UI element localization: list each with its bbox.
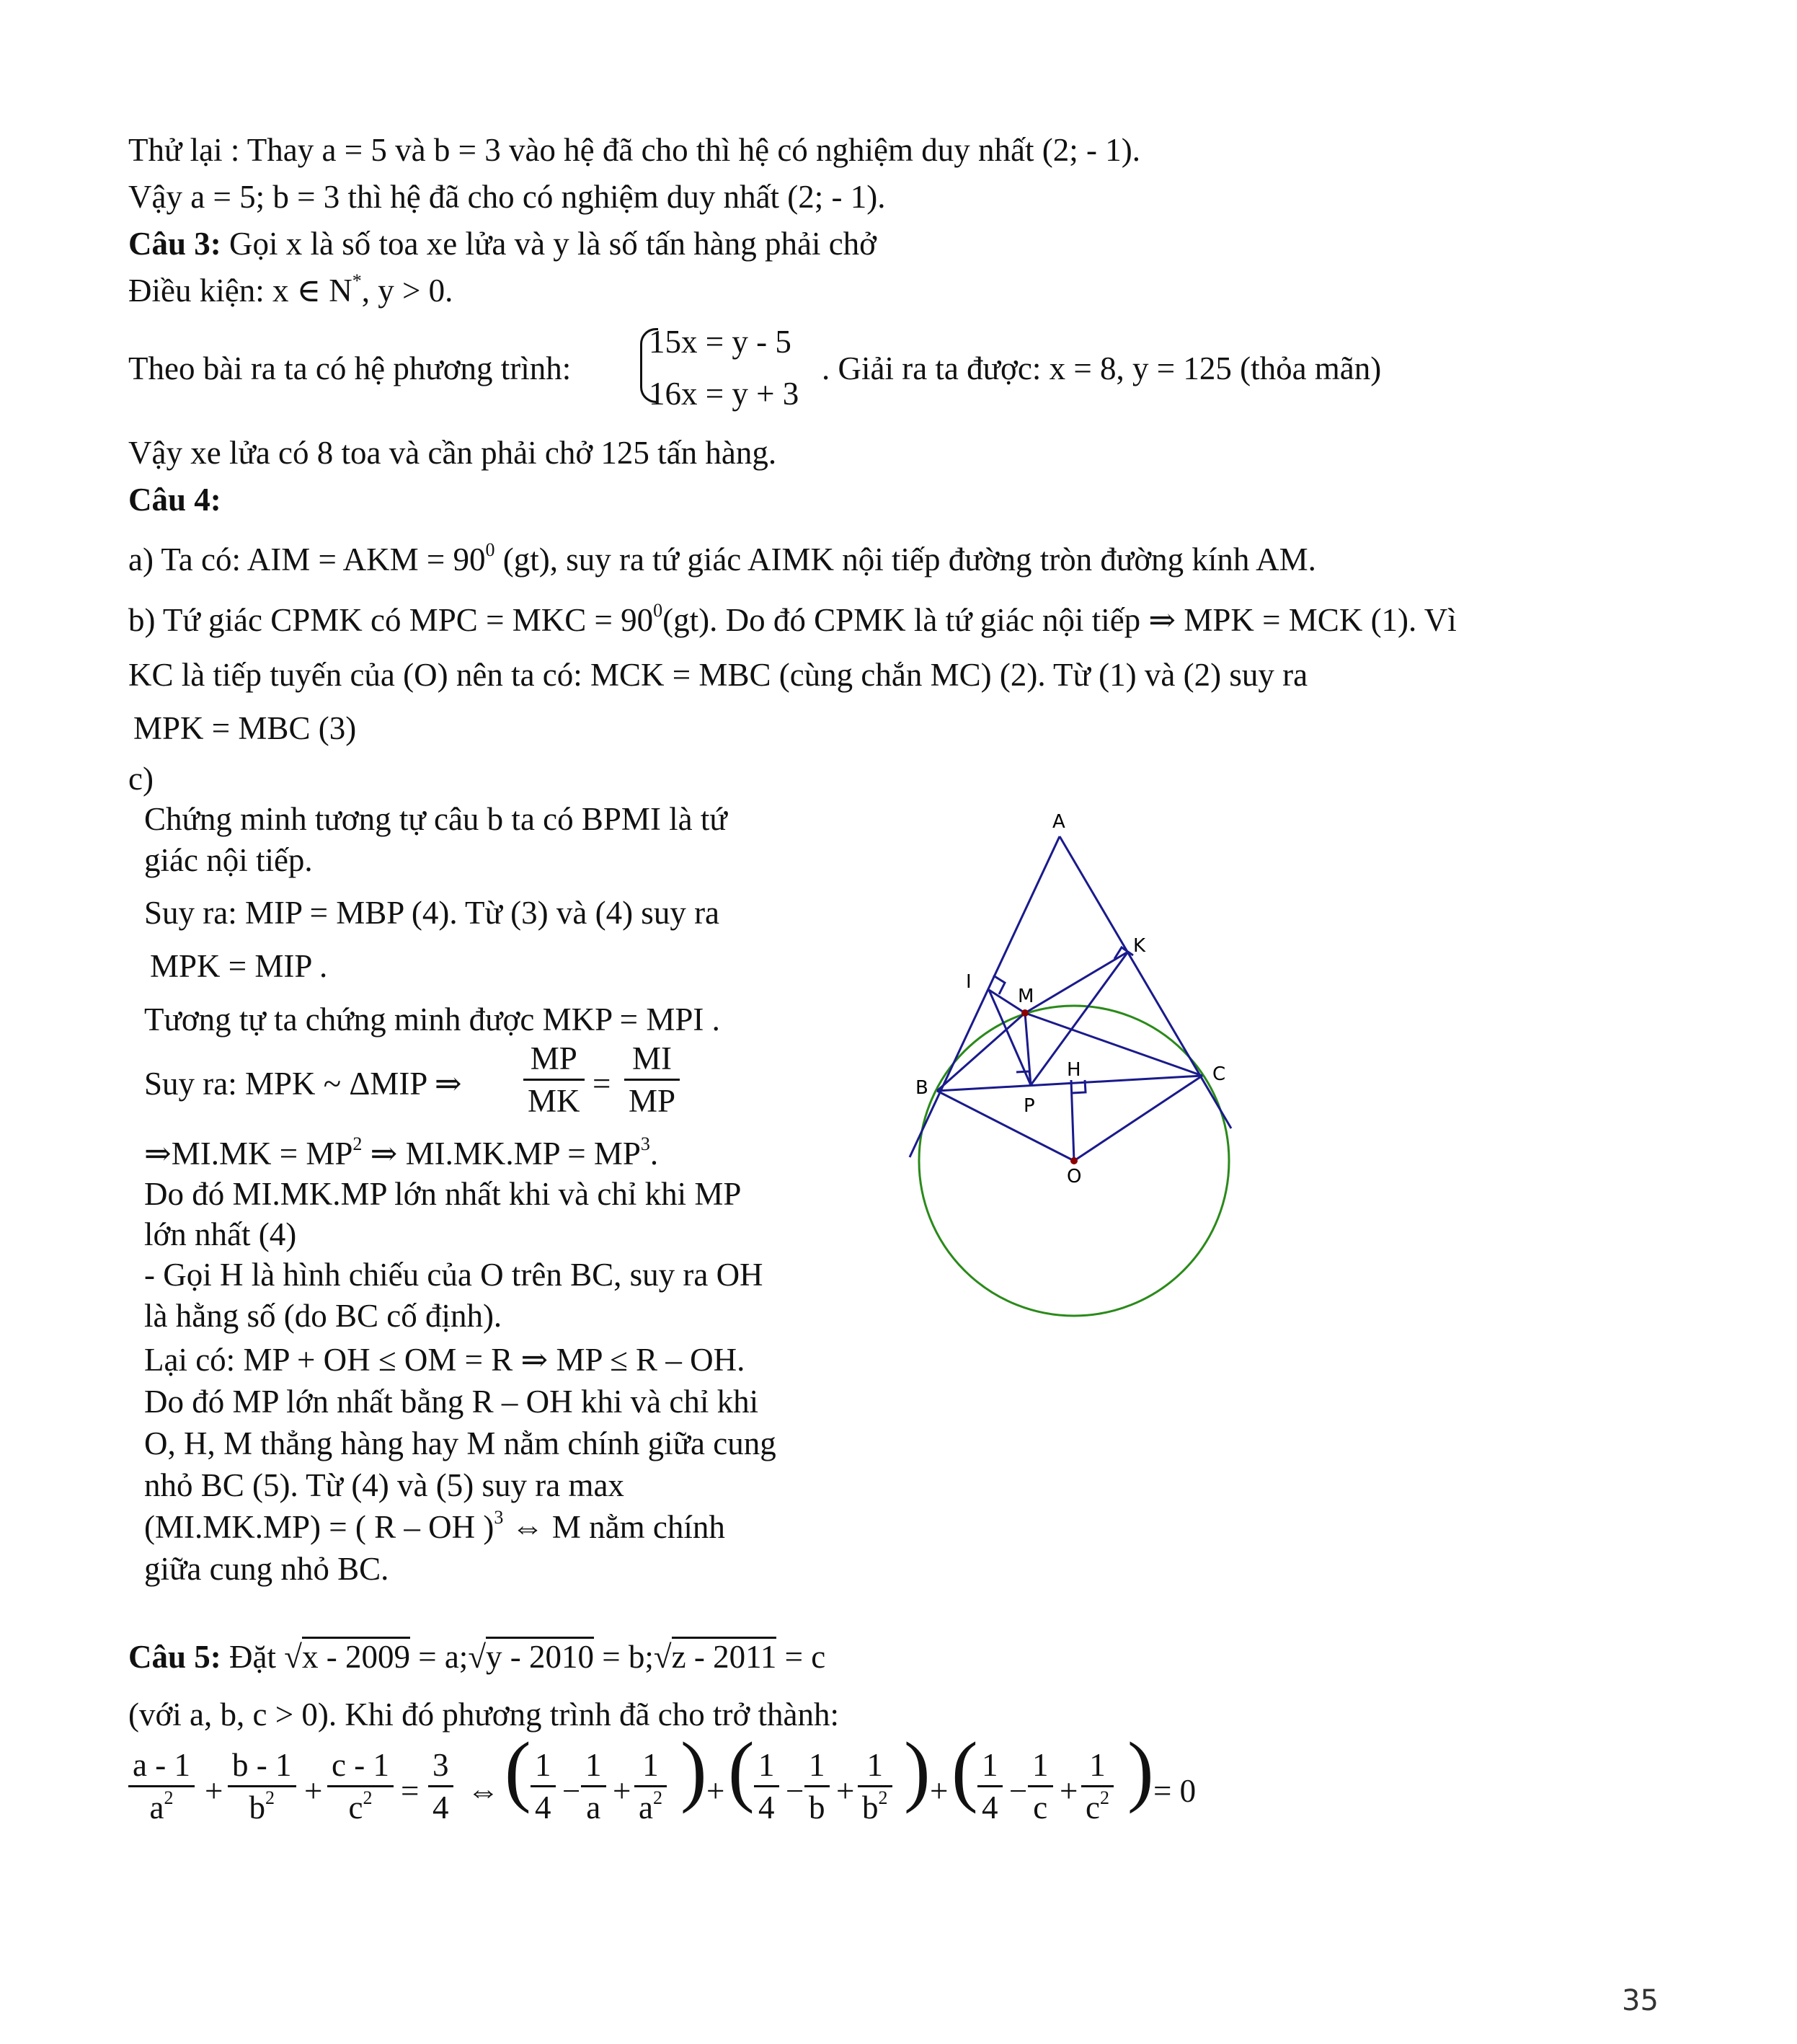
plus-sign: + — [836, 1773, 855, 1809]
text-line — [128, 1637, 825, 1677]
part-b-text: (gt). Do đó CPMK là tứ giác nội tiếp ⇒ MPK = MCK (1). Vì — [662, 602, 1457, 638]
part-b-text: b) Tứ giác CPMK có MPC = MKC = 90 — [128, 602, 654, 638]
superscript: 3 — [494, 1507, 504, 1528]
text-line: Tương tự ta chứng minh được MKP = MPI . — [144, 1001, 720, 1038]
text-line: lớn nhất (4) — [144, 1216, 297, 1252]
equation-text: (MI.MK.MP) = ( R – OH ) — [144, 1509, 494, 1545]
radicand: y - 2010 — [486, 1637, 594, 1675]
line-mk — [1025, 952, 1128, 1013]
text-line: Vậy xe lửa có 8 toa và cần phải chở 125 tấn hàng. — [128, 435, 777, 471]
text-line: Thử lại : Thay a = 5 và b = 3 vào hệ đã cho thì hệ có nghiệm duy nhất (2; - 1). — [128, 132, 1140, 168]
label-k: K — [1133, 935, 1146, 957]
equation-text: ⇒MI.MK = MP — [144, 1136, 353, 1172]
equals-sign: = — [401, 1773, 420, 1809]
label-p: P — [1024, 1095, 1035, 1117]
denominator: $b^2$ — [249, 1787, 275, 1826]
fraction: $\frac{1}{a^2}$ — [634, 1745, 667, 1828]
numerator: c - 1 — [327, 1745, 394, 1787]
text-line: (với a, b, c > 0). Khi đó phương trình đã cho trở thành: — [128, 1696, 839, 1733]
superscript: 2 — [352, 1133, 363, 1154]
line-bm — [937, 1013, 1025, 1091]
close-paren: ) — [680, 1726, 707, 1814]
text-line — [128, 270, 453, 311]
equation-text: ⇒ MI.MK.MP = MP — [362, 1136, 641, 1172]
fraction — [523, 1038, 585, 1122]
superscript: 3 — [640, 1133, 650, 1154]
system-equation: 16x = y + 3 — [649, 376, 799, 412]
sqrt-icon: √ — [468, 1639, 487, 1675]
denominator: 4 — [432, 1789, 449, 1826]
fraction — [624, 1038, 680, 1122]
text-line — [128, 224, 877, 264]
text-line: Lại có: MP + OH ≤ OM = R ⇒ MP ≤ R – OH. — [144, 1342, 745, 1378]
text-line: Suy ra: MIP = MBP (4). Từ (3) và (4) suy ra — [144, 895, 720, 931]
text-line: giữa cung nhỏ BC. — [144, 1551, 389, 1587]
text-line: Suy ra: MPK ~ ΔMIP ⇒ — [144, 1066, 462, 1102]
text-line: MPK = MBC (3) — [133, 710, 357, 746]
text-line — [144, 1133, 658, 1174]
part-a-text: (gt), suy ra tứ giác AIMK nội tiếp đường tròn đường kính AM. — [494, 541, 1316, 578]
equation-text: . — [649, 1136, 659, 1172]
fraction: $\frac{1}{b^2}$ — [858, 1745, 892, 1828]
close-paren: ) — [1127, 1726, 1154, 1814]
text-line: - Gọi H là hình chiếu của O trên BC, suy ra OH — [144, 1257, 763, 1293]
text-line: là hằng số (do BC cố định). — [144, 1298, 502, 1334]
line-bo — [937, 1091, 1074, 1161]
fraction — [128, 1745, 195, 1828]
label-o: O — [1067, 1166, 1082, 1187]
numerator: a - 1 — [128, 1745, 195, 1787]
fraction: $\frac{1}{c^2}$ — [1081, 1745, 1114, 1828]
text-line: O, H, M thẳng hàng hay M nằm chính giữa cung — [144, 1425, 776, 1461]
sqrt-icon: √ — [284, 1639, 302, 1675]
equals-sign: = — [593, 1066, 611, 1102]
sqrt-icon: √ — [653, 1639, 672, 1675]
fraction — [428, 1745, 453, 1828]
numerator: 3 — [428, 1745, 453, 1787]
denominator: MK — [528, 1083, 580, 1120]
close-paren: ) — [904, 1726, 931, 1814]
radicand: z - 2011 — [672, 1637, 777, 1675]
text-line: nhỏ BC (5). Từ (4) và (5) suy ra max — [144, 1467, 624, 1503]
condition-text: Điều kiện: x ∈ N — [128, 273, 352, 309]
plus-sign: + — [304, 1773, 323, 1809]
right-angle-mark-i — [993, 975, 1005, 994]
fraction: $\frac{1}{b}$ — [804, 1745, 830, 1828]
label-h: H — [1067, 1059, 1081, 1081]
page-number: 35 — [1622, 1984, 1659, 2017]
cau5-text: Đặt — [221, 1639, 276, 1675]
plus-sign: + — [205, 1773, 223, 1809]
fraction: $\frac{1}{a}$ — [581, 1745, 606, 1828]
text-line: Vậy a = 5; b = 3 thì hệ đã cho có nghiệm duy nhất (2; - 1). — [128, 179, 886, 215]
text-line — [128, 539, 1316, 580]
fraction — [327, 1745, 394, 1828]
numerator: MI — [624, 1038, 680, 1081]
line-co — [1074, 1076, 1202, 1161]
radicand: x - 2009 — [302, 1637, 410, 1675]
text-line — [144, 1507, 725, 1547]
point-o — [1070, 1157, 1078, 1164]
geometry-figure — [894, 808, 1269, 1327]
open-paren: ( — [951, 1726, 978, 1814]
text-line: Do đó MI.MK.MP lớn nhất khi và chỉ khi MP — [144, 1176, 742, 1212]
cau3-text: Gọi x là số toa xe lửa và y là số tấn hàng phải chở — [221, 226, 877, 262]
denominator: $c^2$ — [348, 1787, 373, 1826]
heading-cau4: Câu 4: — [128, 482, 221, 518]
plus-sign: + — [706, 1773, 725, 1809]
text-line: KC là tiếp tuyến của (O) nên ta có: MCK = MBC (cùng chắn MC) (2). Từ (1) và (2) suy ra — [128, 657, 1308, 693]
fraction: $\frac{1}{c}$ — [1028, 1745, 1053, 1828]
system-intro: Theo bài ra ta có hệ phương trình: — [128, 350, 572, 386]
equation-text: ⇔ M nằm chính — [503, 1509, 725, 1545]
label-c: C — [1212, 1063, 1226, 1085]
superscript: 0 — [653, 600, 663, 621]
label-a: A — [1052, 811, 1065, 833]
label-m: M — [1018, 986, 1034, 1007]
numerator: b - 1 — [228, 1745, 296, 1787]
denominator: $a^2$ — [149, 1787, 174, 1826]
fraction: $\frac{1}{4}$ — [977, 1745, 1003, 1828]
line-ab — [910, 836, 1060, 1157]
equals-zero: = 0 — [1153, 1773, 1197, 1809]
open-paren: ( — [728, 1726, 755, 1814]
fraction: $\frac{1}{4}$ — [531, 1745, 556, 1828]
part-a-text: a) Ta có: AIM = AKM = 90 — [128, 541, 486, 578]
part-c-heading: c) — [128, 761, 154, 797]
minus-sign: − — [562, 1773, 581, 1809]
heading-cau5: Câu 5: — [128, 1639, 221, 1675]
open-paren: ( — [505, 1726, 531, 1814]
label-b: B — [915, 1077, 928, 1099]
text-line: Chứng minh tương tự câu b ta có BPMI là tứ — [144, 801, 727, 837]
condition-text: , y > 0. — [361, 273, 453, 309]
equation-text: = a; — [418, 1639, 469, 1675]
point-m — [1021, 1009, 1029, 1017]
label-i: I — [966, 971, 972, 993]
system-equation: 15x = y - 5 — [649, 324, 791, 360]
fraction: $\frac{1}{4}$ — [754, 1745, 779, 1828]
text-line — [128, 600, 1457, 640]
plus-sign: + — [1060, 1773, 1078, 1809]
numerator: MP — [523, 1038, 585, 1081]
denominator: MP — [629, 1083, 676, 1120]
equation-text: = c — [784, 1639, 826, 1675]
minus-sign: − — [1009, 1773, 1028, 1809]
text-line: MPK = MIP . — [150, 948, 328, 984]
superscript: * — [352, 270, 362, 291]
equation-text: = b; — [602, 1639, 654, 1675]
text-line: giác nội tiếp. — [144, 842, 313, 878]
minus-sign: − — [786, 1773, 804, 1809]
plus-sign: + — [613, 1773, 631, 1809]
fraction — [228, 1745, 296, 1828]
text-line: Do đó MP lớn nhất bằng R – OH khi và chỉ khi — [144, 1384, 759, 1420]
plus-sign: + — [930, 1773, 949, 1809]
system-result: . Giải ra ta được: x = 8, y = 125 (thỏa mãn) — [822, 350, 1382, 386]
superscript: 0 — [485, 539, 495, 560]
iff-symbol: ⇔ — [467, 1773, 500, 1809]
heading-cau3: Câu 3: — [128, 226, 221, 262]
